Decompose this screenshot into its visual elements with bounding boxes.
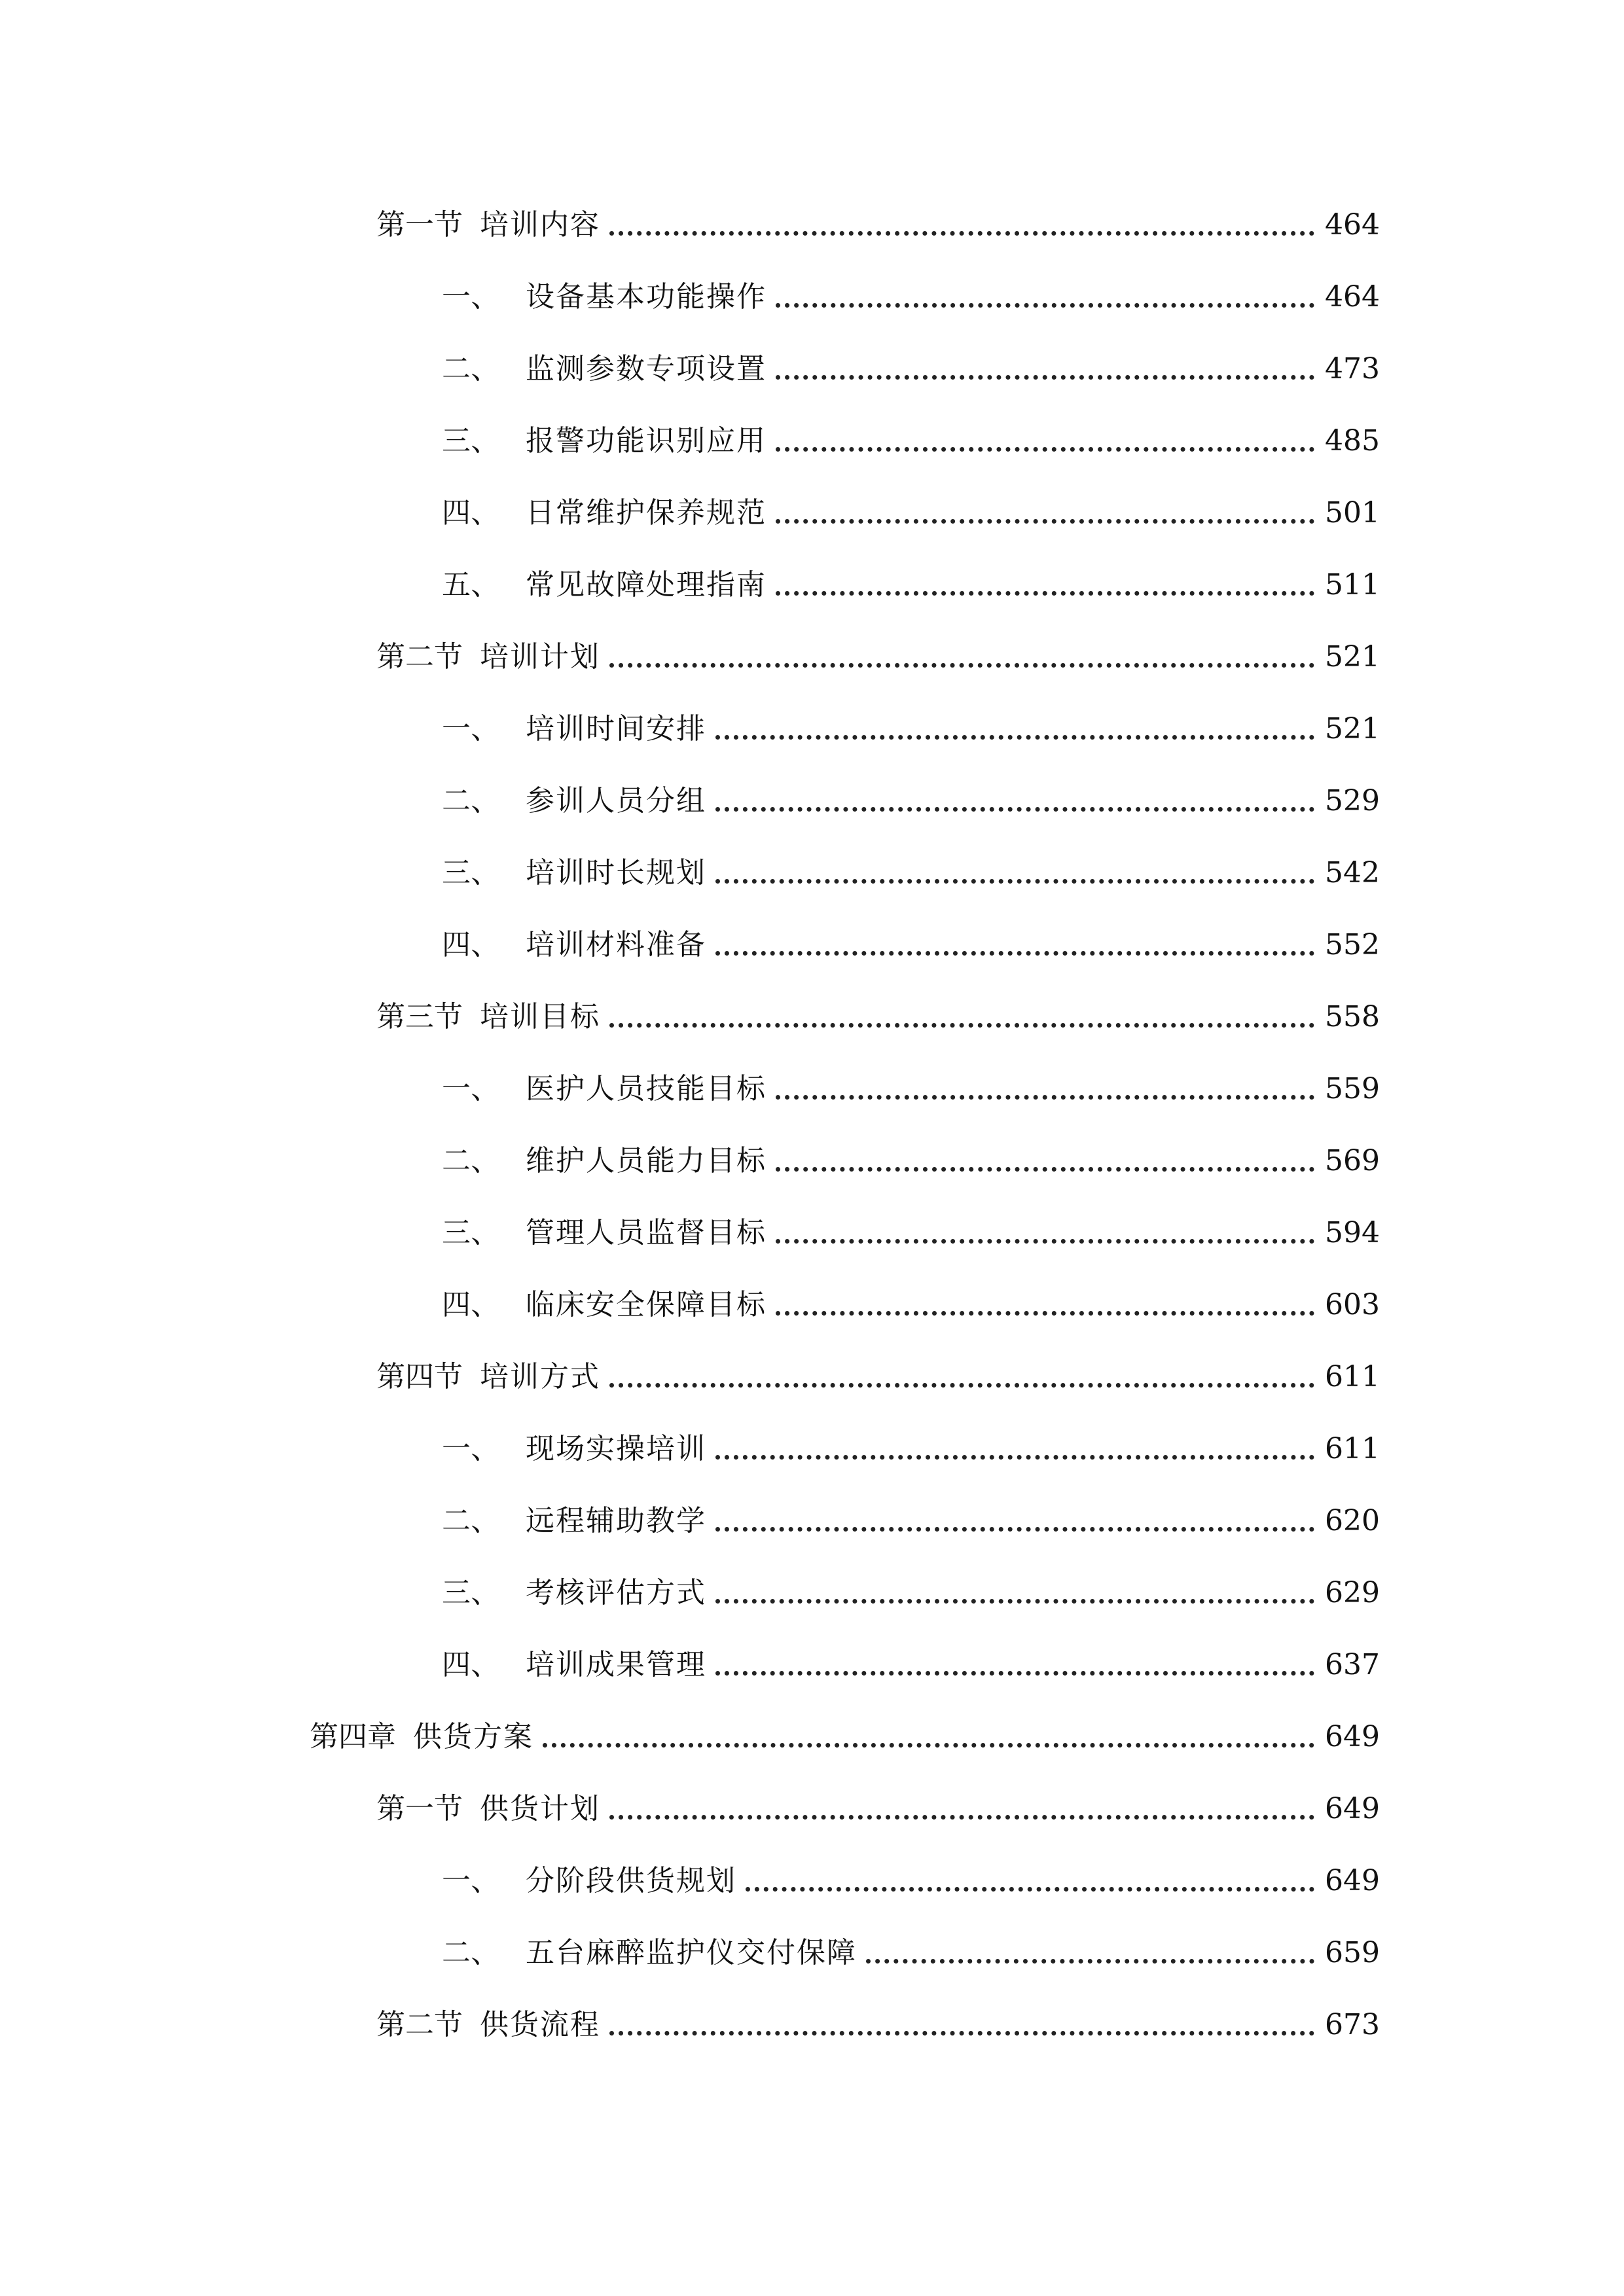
toc-entry-page: 649 xyxy=(1325,1864,1380,1897)
toc-entry[interactable] xyxy=(442,840,1380,893)
toc-entry-title: 培训时间安排 xyxy=(526,712,706,745)
dot-leader xyxy=(776,1095,1314,1100)
toc-entry[interactable] xyxy=(310,1704,1380,1757)
toc-entry-title: 日常维护保养规范 xyxy=(526,496,767,529)
toc-entry-title: 培训材料准备 xyxy=(526,928,706,961)
toc-entry[interactable] xyxy=(376,624,1380,677)
toc-entry-number: 三、 xyxy=(442,1576,499,1609)
toc-entry-page: 559 xyxy=(1325,1072,1380,1105)
toc-entry[interactable] xyxy=(442,1560,1380,1613)
toc-entry-number: 四、 xyxy=(442,1288,499,1321)
toc-entry-page: 649 xyxy=(1325,1720,1380,1753)
toc-entry-number: 二、 xyxy=(442,352,499,386)
toc-entry-title: 供货计划 xyxy=(480,1792,600,1825)
toc-entry[interactable] xyxy=(376,984,1380,1037)
dot-leader xyxy=(776,1167,1314,1172)
dot-leader xyxy=(609,663,1314,668)
toc-entry-page: 464 xyxy=(1325,208,1380,242)
toc-entry-title: 现场实操培训 xyxy=(526,1432,706,1465)
toc-entry-title: 考核评估方式 xyxy=(526,1576,706,1609)
toc-entry-number: 第四章 xyxy=(310,1720,396,1753)
toc-entry[interactable] xyxy=(442,264,1380,317)
toc-entry-number: 四、 xyxy=(442,496,499,529)
toc-entry-page: 501 xyxy=(1325,496,1380,529)
toc-entry-title: 报警功能识别应用 xyxy=(526,424,767,457)
toc-entry-page: 620 xyxy=(1325,1504,1380,1537)
toc-entry-page: 521 xyxy=(1325,640,1380,673)
dot-leader xyxy=(866,1959,1314,1964)
toc-entry-page: 649 xyxy=(1325,1792,1380,1825)
toc-entry-number: 第一节 xyxy=(376,208,463,242)
toc-entry-title: 维护人员能力目标 xyxy=(526,1144,767,1177)
toc-entry-title: 参训人员分组 xyxy=(526,784,706,817)
dot-leader xyxy=(776,375,1314,380)
toc-entry[interactable] xyxy=(376,1776,1380,1829)
dot-leader xyxy=(776,447,1314,452)
toc-entry-number: 四、 xyxy=(442,928,499,961)
toc-entry-page: 511 xyxy=(1325,568,1380,601)
toc-entry-number: 第一节 xyxy=(376,1792,463,1825)
dot-leader xyxy=(715,1455,1314,1460)
toc-entry-page: 529 xyxy=(1325,784,1380,817)
toc-entry-page: 552 xyxy=(1325,928,1380,961)
dot-leader xyxy=(715,735,1314,740)
toc-entry-title: 供货方案 xyxy=(413,1720,533,1753)
toc-entry-number: 二、 xyxy=(442,1936,499,1969)
toc-entry-number: 二、 xyxy=(442,1144,499,1177)
toc-entry[interactable] xyxy=(442,696,1380,749)
toc-entry-title: 培训成果管理 xyxy=(526,1648,706,1681)
toc-entry-number: 二、 xyxy=(442,784,499,817)
dot-leader xyxy=(609,1383,1314,1388)
toc-entry-title: 培训目标 xyxy=(480,1000,600,1033)
dot-leader xyxy=(776,303,1314,308)
toc-entry[interactable] xyxy=(442,1416,1380,1469)
toc-entry-page: 673 xyxy=(1325,2008,1380,2041)
dot-leader xyxy=(776,1311,1314,1316)
toc-entry-number: 第四节 xyxy=(376,1360,463,1393)
dot-leader xyxy=(776,591,1314,596)
toc-entry[interactable] xyxy=(376,1344,1380,1397)
toc-entry-number: 三、 xyxy=(442,424,499,457)
toc-entry-number: 第二节 xyxy=(376,2008,463,2041)
toc-entry-page: 594 xyxy=(1325,1216,1380,1249)
toc-entry-number: 四、 xyxy=(442,1648,499,1681)
dot-leader xyxy=(609,1815,1314,1820)
toc-entry-page: 603 xyxy=(1325,1288,1380,1321)
toc-entry-title: 供货流程 xyxy=(480,2008,600,2041)
toc-entry-title: 监测参数专项设置 xyxy=(526,352,767,386)
dot-leader xyxy=(609,2031,1314,2036)
toc-entry-number: 一、 xyxy=(442,712,499,745)
toc-entry-number: 一、 xyxy=(442,1864,499,1897)
toc-entry[interactable] xyxy=(442,1128,1380,1181)
dot-leader xyxy=(609,1023,1314,1028)
toc-entry-title: 常见故障处理指南 xyxy=(526,568,767,601)
toc-entry-page: 542 xyxy=(1325,856,1380,889)
toc-entry[interactable] xyxy=(442,912,1380,965)
toc-entry-title: 培训时长规划 xyxy=(526,856,706,889)
toc-entry-page: 637 xyxy=(1325,1648,1380,1681)
toc-entry-page: 464 xyxy=(1325,280,1380,314)
toc-entry-number: 三、 xyxy=(442,1216,499,1249)
toc-entry[interactable] xyxy=(442,1848,1380,1901)
toc-entry-number: 一、 xyxy=(442,1072,499,1105)
toc-entry-number: 一、 xyxy=(442,280,499,314)
toc-entry-page: 558 xyxy=(1325,1000,1380,1033)
toc-entry-title: 医护人员技能目标 xyxy=(526,1072,767,1105)
toc-entry-title: 培训方式 xyxy=(480,1360,600,1393)
toc-entry-title: 培训内容 xyxy=(480,208,600,242)
toc-entry-page: 659 xyxy=(1325,1936,1380,1969)
toc-entry[interactable] xyxy=(442,1920,1380,1973)
dot-leader xyxy=(746,1887,1314,1892)
toc-entry-title: 临床安全保障目标 xyxy=(526,1288,767,1321)
toc-entry[interactable] xyxy=(442,1056,1380,1109)
dot-leader xyxy=(715,807,1314,812)
toc-entry[interactable] xyxy=(442,1632,1380,1685)
toc-entry[interactable] xyxy=(442,1488,1380,1541)
dot-leader xyxy=(715,951,1314,956)
toc-entry[interactable] xyxy=(442,552,1380,605)
dot-leader xyxy=(715,1527,1314,1532)
toc-entry-number: 第二节 xyxy=(376,640,463,673)
toc-entry[interactable] xyxy=(376,1992,1380,2045)
toc-entry-page: 473 xyxy=(1325,352,1380,386)
dot-leader xyxy=(715,1599,1314,1604)
toc-entry-number: 二、 xyxy=(442,1504,499,1537)
toc-entry-title: 远程辅助教学 xyxy=(526,1504,706,1537)
toc-entry-page: 611 xyxy=(1325,1360,1380,1393)
toc-entry-page: 611 xyxy=(1325,1432,1380,1465)
dot-leader xyxy=(609,231,1314,236)
toc-entry-page: 521 xyxy=(1325,712,1380,745)
toc-entry[interactable] xyxy=(442,480,1380,533)
toc-entry-number: 三、 xyxy=(442,856,499,889)
toc-entry-title: 管理人员监督目标 xyxy=(526,1216,767,1249)
toc-entry[interactable] xyxy=(376,192,1380,245)
dot-leader xyxy=(543,1743,1314,1748)
toc-entry[interactable] xyxy=(442,408,1380,461)
dot-leader xyxy=(715,879,1314,884)
toc-entry-page: 569 xyxy=(1325,1144,1380,1177)
toc-entry[interactable] xyxy=(442,768,1380,821)
toc-entry-number: 五、 xyxy=(442,568,499,601)
dot-leader xyxy=(715,1671,1314,1676)
toc-entry[interactable] xyxy=(442,1200,1380,1253)
dot-leader xyxy=(776,519,1314,524)
toc-entry-title: 设备基本功能操作 xyxy=(526,280,767,314)
toc-entry-number: 一、 xyxy=(442,1432,499,1465)
toc-entry-page: 485 xyxy=(1325,424,1380,457)
toc-entry-title: 分阶段供货规划 xyxy=(526,1864,736,1897)
toc-entry[interactable] xyxy=(442,1272,1380,1325)
toc-entry[interactable] xyxy=(442,336,1380,389)
toc-entry-title: 培训计划 xyxy=(480,640,600,673)
toc-entry-number: 第三节 xyxy=(376,1000,463,1033)
toc-entry-title: 五台麻醉监护仪交付保障 xyxy=(526,1936,857,1969)
toc-entry-page: 629 xyxy=(1325,1576,1380,1609)
dot-leader xyxy=(776,1239,1314,1244)
